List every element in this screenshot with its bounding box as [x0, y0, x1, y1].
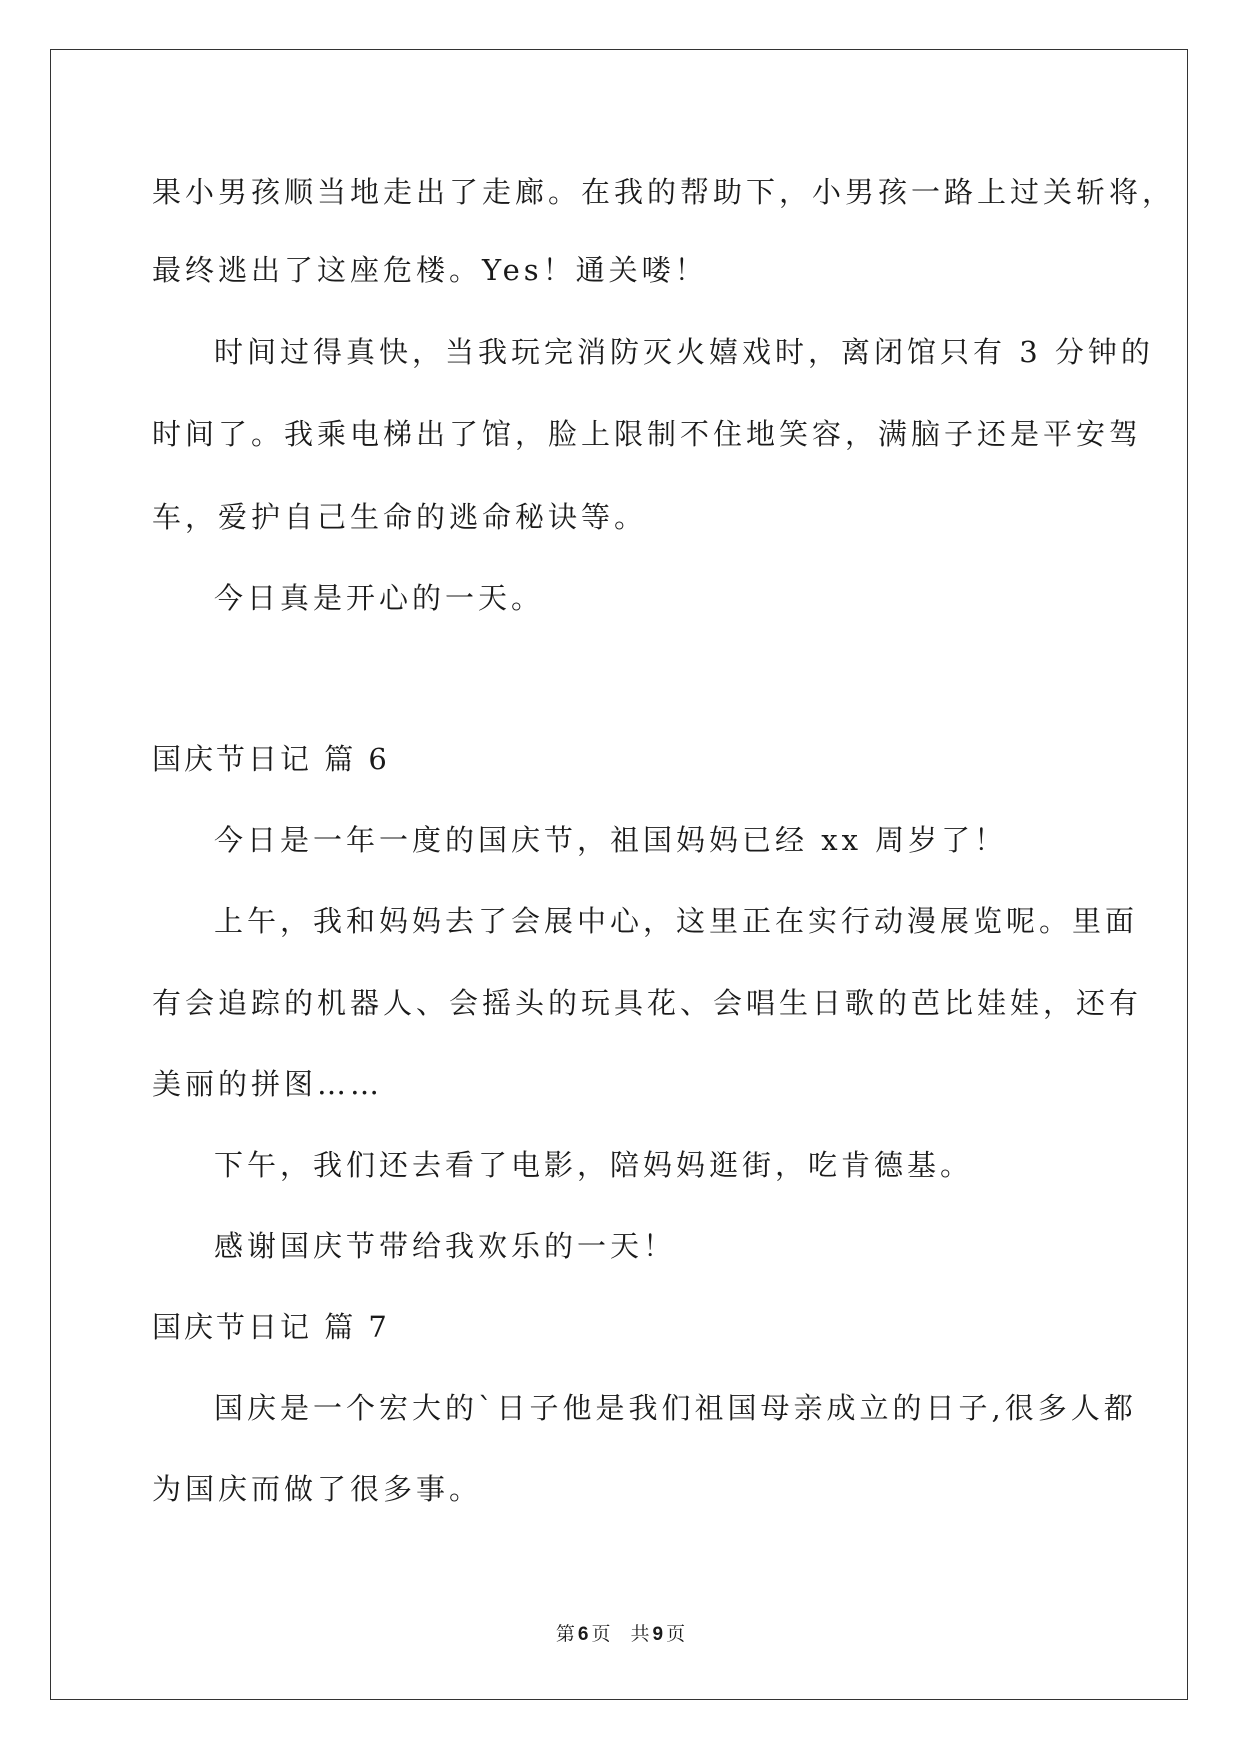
paragraph-line: 果小男孩顺当地走出了走廊。在我的帮助下，小男孩一路上过关斩将，: [152, 175, 1176, 209]
page-suffix: 页: [591, 1623, 611, 1645]
paragraph-line: 下午，我们还去看了电影，陪妈妈逛街，吃肯德基。: [214, 1148, 974, 1182]
section-heading: 国庆节日记 篇 6: [152, 742, 390, 776]
paragraph-line: 美丽的拼图……: [152, 1067, 384, 1101]
paragraph-line: 车，爱护自己生命的逃命秘诀等。: [152, 500, 648, 534]
paragraph-line: 有会追踪的机器人、会摇头的玩具花、会唱生日歌的芭比娃娃，还有: [152, 986, 1143, 1020]
page-frame: [50, 49, 1188, 1700]
total-prefix: 共: [630, 1623, 650, 1645]
paragraph-line: 上午，我和妈妈去了会展中心，这里正在实行动漫展览呢。里面: [214, 904, 1139, 938]
paragraph-line: 今日是一年一度的国庆节，祖国妈妈已经 xx 周岁了！: [214, 823, 1008, 857]
section-heading: 国庆节日记 篇 7: [152, 1310, 390, 1344]
page-number: 6: [577, 1624, 589, 1645]
paragraph-line: 感谢国庆节带给我欢乐的一天！: [214, 1229, 677, 1263]
page-prefix: 第: [555, 1623, 575, 1645]
paragraph-line: 最终逃出了这座危楼。Yes！通关喽！: [152, 253, 708, 287]
paragraph-line: 今日真是开心的一天。: [214, 581, 545, 615]
paragraph-line: 时间过得真快，当我玩完消防灭火嬉戏时，离闭馆只有 3 分钟的: [214, 335, 1154, 369]
total-suffix: 页: [666, 1623, 686, 1645]
paragraph-line: 时间了。我乘电梯出了馆，脸上限制不住地笑容，满脑子还是平安驾: [152, 417, 1143, 451]
paragraph-line: 为国庆而做了很多事。: [152, 1472, 483, 1506]
page-footer: [0, 1622, 1241, 1647]
paragraph-line: 国庆是一个宏大的`日子他是我们祖国母亲成立的日子,很多人都: [214, 1391, 1137, 1425]
total-pages: 9: [652, 1624, 664, 1645]
